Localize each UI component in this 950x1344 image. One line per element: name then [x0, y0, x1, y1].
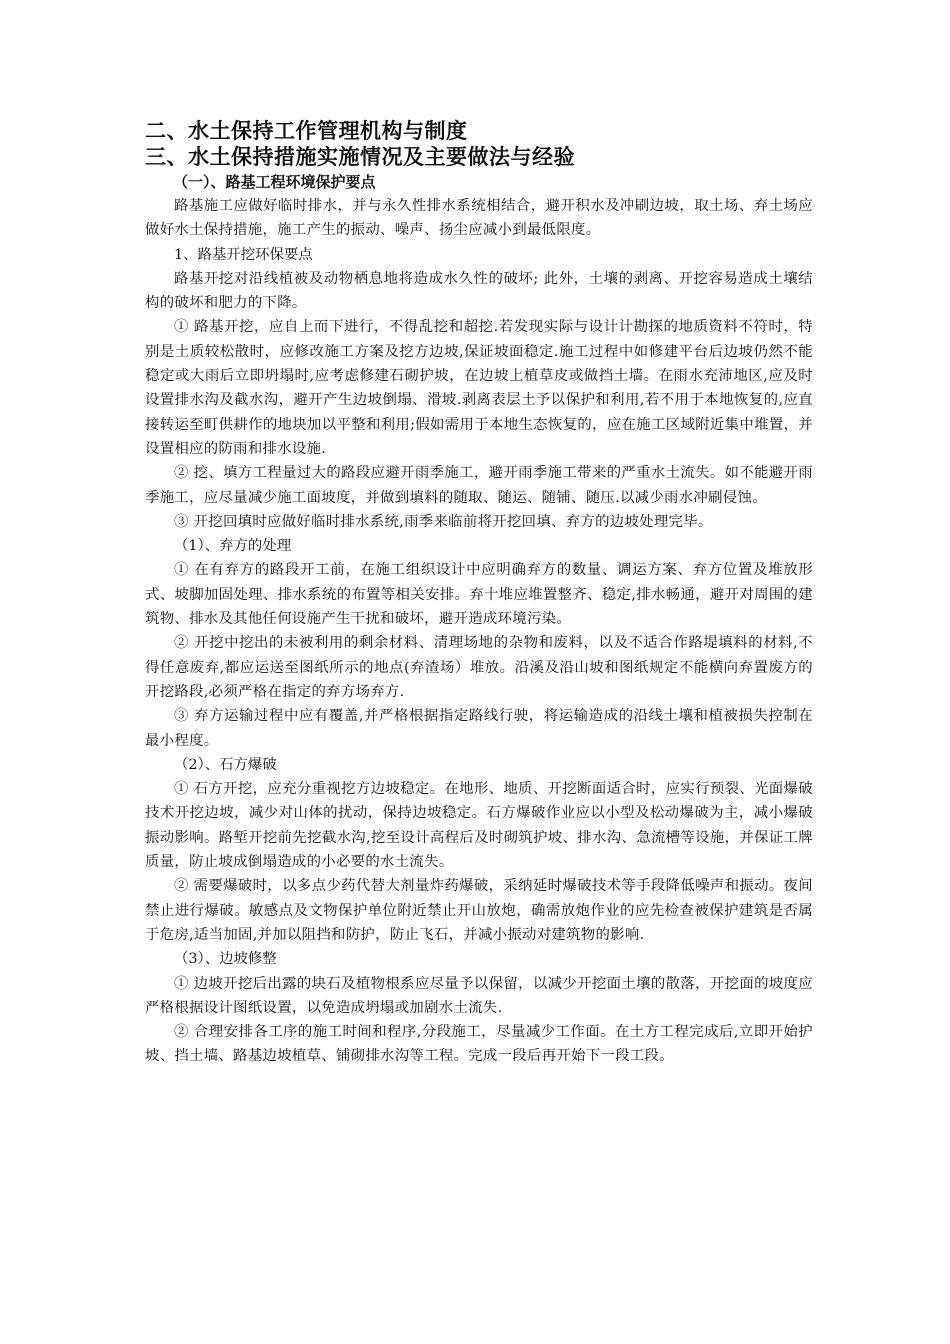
paragraph: ③ 开挖回填时应做好临时排水系统,雨季来临前将开挖回填、弃方的边坡处理完毕。 [174, 513, 713, 530]
paragraph: ① 边坡开挖后出露的块石及植物根系应尽量予以保留，以减少开挖面土壤的散落，开挖面的坡度应严格根据设计图纸设置，以免造成坍塌或加剧水土流失. [145, 975, 813, 1016]
heading-measures: 三、水土保持措施实施情况及主要做法与经验 [145, 145, 575, 169]
subheading-roadbed: （一）、路基工程环境保护要点 [173, 173, 376, 191]
paragraph: ② 需要爆破时，以多点少药代替大剂量炸药爆破，采纳延时爆破技术等手段降低噪声和振动。夜间禁止进行爆破。敏感点及文物保护单位附近禁止开山放炮，确需放炮作业的应先检查被保护建筑是否属于危房,适当加固,并加以阻挡和防护，防止飞石，并减小振动对建筑物的影响. [145, 878, 813, 943]
section-label: 1、路基开挖环保要点 [174, 246, 313, 263]
paragraph: ③ 弃方运输过程中应有覆盖,并严格根据指定路线行驶，将运输造成的沿线土壤和植被损失控制在最小程度。 [145, 708, 813, 749]
section-label: （3）、边坡修整 [174, 951, 277, 968]
document-page [145, 118, 813, 1069]
paragraph: ② 挖、填方工程量过大的路段应避开雨季施工，避开雨季施工带来的严重水土流失。如不能避开雨季施工，应尽量减少施工面坡度，并做到填料的随取、随运、随铺、随压.以减少雨水冲刷侵蚀。 [145, 465, 813, 506]
paragraph: ① 石方开挖，应充分重视挖方边坡稳定。在地形、地质、开挖断面适合时，应实行预裂、光面爆破技术开挖边坡，减少对山体的扰动，保持边坡稳定。石方爆破作业应以小型及松动爆破为主，减小爆破振动影响。路堑开挖前先挖截水沟,挖至设计高程后及时砌筑护坡、排水沟、急流槽等设施，并保证工牌质量，防止坡成倒塌造成的小必要的水土流失。 [145, 781, 813, 871]
paragraph: 路基施工应做好临时排水，并与永久性排水系统相结合，避开积水及冲刷边坡，取土场、弃土场应做好水土保持措施，施工产生的振动、噪声、扬尘应减小到最低限度。 [145, 198, 813, 239]
paragraph: ② 合理安排各工序的施工时间和程序,分段施工，尽量减少工作面。在土方工程完成后,立即开始护坡、挡土墙、路基边坡植草、铺砌排水沟等工程。完成一段后再开始下一段工段。 [145, 1024, 813, 1065]
heading-management: 二、水土保持工作管理机构与制度 [145, 119, 468, 143]
section-label: （1）、弃方的处理 [174, 538, 292, 555]
paragraph: 路基开挖对沿线植被及动物栖息地将造成水久性的破坏; 此外，土壤的剥离、开挖容易造成土壤结构的破坏和肥力的下降。 [145, 270, 813, 312]
paragraph: ② 开挖中挖出的未被利用的剩余材料、清理场地的杂物和废料，以及不适合作路堤填料的材料,不得任意废弃,都应运送至图纸所示的地点(弃渣场）堆放。沿溪及沿山坡和图纸规定不能横向弃置废方的开挖路段,必须严格在指定的弃方场弃方. [145, 635, 813, 700]
section-label: （2）、石方爆破 [174, 756, 277, 773]
paragraph: ① 在有弃方的路段开工前，在施工组织设计中应明确弃方的数量、调运方案、弃方位置及堆放形式、坡脚加固处理、排水系统的布置等相关安排。弃十堆应堆置整齐、稳定,排水畅通，避开对周围的建筑物、排水及其他任何设施产生干扰和破坏，避开造成环境污染。 [145, 562, 813, 628]
paragraph: ① 路基开挖，应自上而下进行，不得乱挖和超挖.若发现实际与设计计勘探的地质资料不符时，特别是土质较松散时，应修改施工方案及挖方边坡,保证坡面稳定.施工过程中如修建平台后边坡仍然不能稳定或大雨后立即坍塌时,应考虑修建石砌护坡，在边坡上植草皮或做挡土墙。在雨水充沛地区,应及时设置排水沟及截水沟，避开产生边坡倒塌、滑坡.剥离表层土予以保护和利用,若不用于本地恢复的,应直接转运至町供耕作的地块加以平整和利用;假如需用于本地生态恢复的，应在施工区域附近集中堆置，并设置相应的防雨和排水设施. [145, 319, 813, 457]
